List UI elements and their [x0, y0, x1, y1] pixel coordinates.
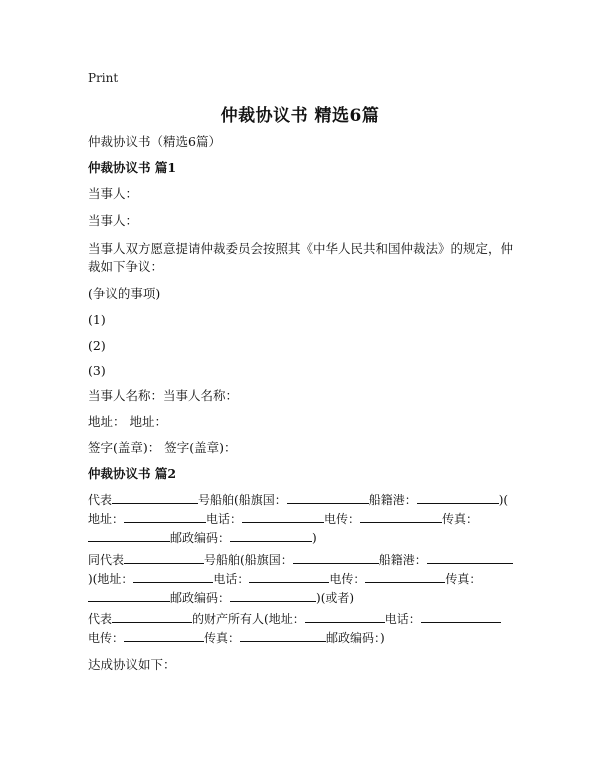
print-link[interactable]: Print: [88, 71, 119, 85]
blank-field[interactable]: [124, 510, 206, 523]
party2-label: 当事人：: [88, 213, 139, 228]
blank-field[interactable]: [88, 529, 170, 542]
closing-line: 达成协议如下：: [88, 657, 176, 672]
form-block-2-line-2: )(地址： 电话： 电传： 传真：: [88, 572, 482, 586]
form-block-1-line-3: 邮政编码： ): [88, 529, 518, 548]
blank-field[interactable]: [421, 610, 501, 623]
form-block-1-line-1: 代表 号船舶(船旗国： 船籍港： )(: [88, 493, 509, 507]
blank-field[interactable]: [287, 491, 369, 504]
matter-item-2: (2): [88, 338, 106, 353]
blank-field[interactable]: [293, 551, 379, 564]
form-block-1: [88, 491, 518, 548]
form-block-2-line-1: 同代表 号船舶(船旗国： 船籍港：: [88, 551, 518, 570]
blank-field[interactable]: [360, 510, 442, 523]
blank-field[interactable]: [133, 570, 213, 583]
blank-field[interactable]: [242, 510, 324, 523]
blank-field[interactable]: [365, 570, 445, 583]
blank-field[interactable]: [112, 491, 198, 504]
matter-item-1: (1): [88, 312, 106, 327]
blank-field[interactable]: [230, 589, 316, 602]
party-name-line: 当事人名称：当事人名称：: [88, 388, 239, 403]
blank-field[interactable]: [230, 529, 312, 542]
blank-field[interactable]: [305, 610, 385, 623]
signature-line: 签字(盖章)： 签字(盖章)：: [88, 440, 237, 455]
subtitle: 仲裁协议书（精选6篇）: [88, 134, 221, 149]
blank-field[interactable]: [427, 551, 513, 564]
form-block-3: [88, 610, 518, 648]
blank-field[interactable]: [240, 629, 326, 642]
section1-heading: 仲裁协议书 篇1: [88, 160, 177, 175]
blank-field[interactable]: [417, 491, 499, 504]
blank-field[interactable]: [124, 551, 204, 564]
matter-item-3: (3): [88, 363, 106, 378]
party1-label: 当事人：: [88, 186, 139, 201]
matters-label: (争议的事项): [88, 286, 161, 301]
blank-field[interactable]: [88, 589, 170, 602]
form-block-3-line-2: 电传： 传真： 邮政编码：): [88, 631, 385, 645]
form-block-2: [88, 551, 518, 608]
form-block-1-line-2: 地址： 电话： 电传： 传真：: [88, 512, 479, 526]
page-title: 仲裁协议书 精选6篇: [220, 106, 380, 126]
address-line: 地址： 地址：: [88, 414, 167, 429]
form-block-2-line-3: 邮政编码： )(或者): [88, 589, 518, 608]
blank-field[interactable]: [249, 570, 329, 583]
section2-heading: 仲裁协议书 篇2: [88, 466, 177, 481]
blank-field[interactable]: [124, 629, 204, 642]
blank-field[interactable]: [112, 610, 192, 623]
form-block-3-line-1: 代表 的财产所有人(地址： 电话：: [88, 610, 518, 629]
intro-paragraph: 当事人双方愿意提请仲裁委员会按照其《中华人民共和国仲裁法》的规定，仲裁如下争议：: [88, 241, 514, 274]
